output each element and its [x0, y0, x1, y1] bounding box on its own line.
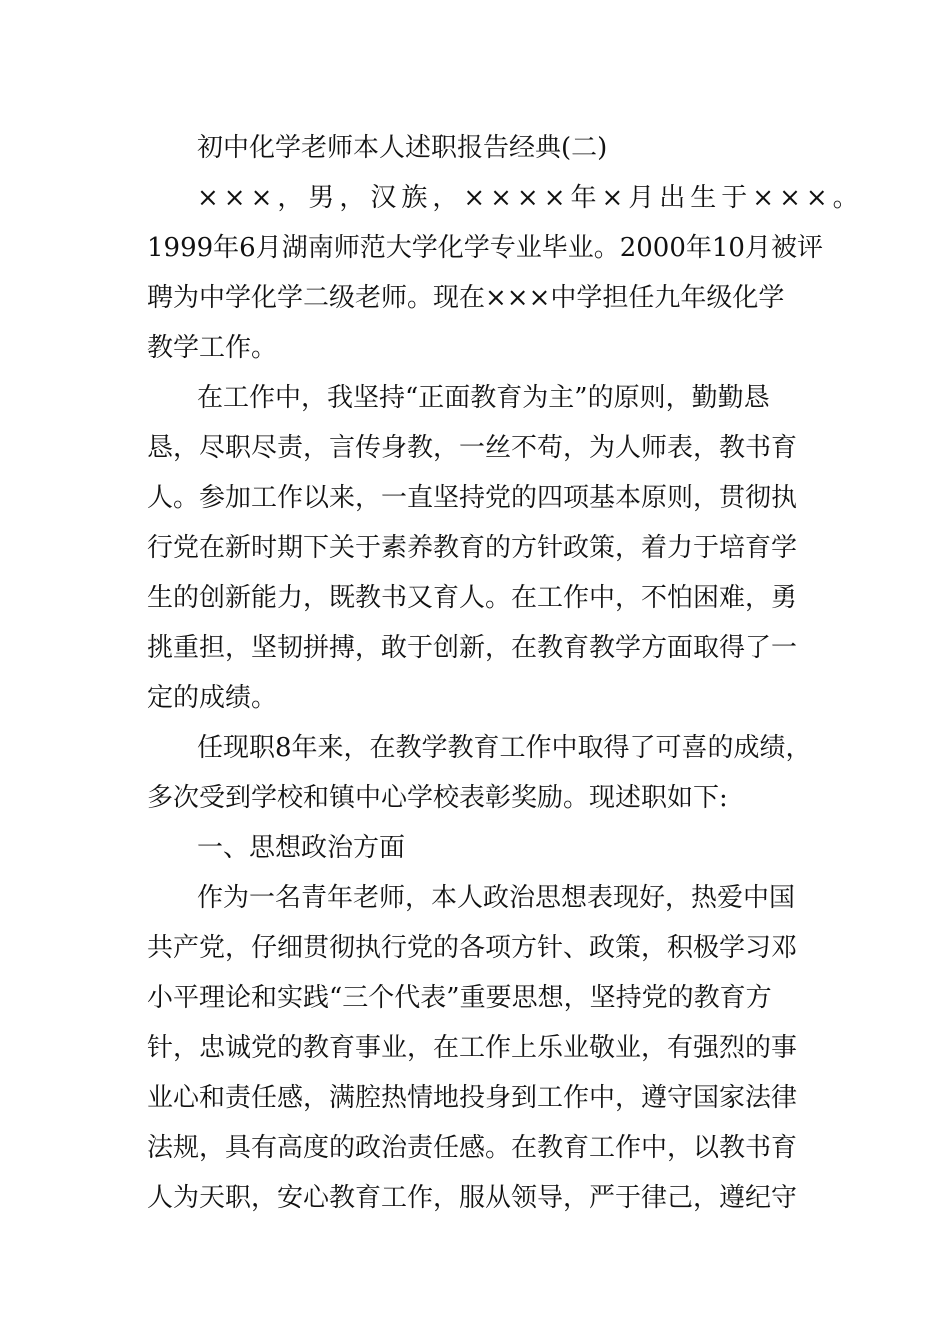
- paragraph-line: 业心和责任感，满腔热情地投身到工作中，遵守国家法律: [147, 1083, 798, 1113]
- paragraph-line: 多次受到学校和镇中心学校表彰奖励。现述职如下:: [147, 783, 728, 813]
- paragraph-line: 定的成绩。: [147, 683, 278, 713]
- paragraph-line: 人。参加工作以来，一直坚持党的四项基本原则，贯彻执: [147, 483, 798, 513]
- section-heading: 一、思想政治方面: [197, 833, 406, 863]
- paragraph-line: 恳，尽职尽责，言传身教，一丝不苟，为人师表，教书育: [147, 433, 798, 463]
- paragraph-line: ×××，男，汉族，××××年×月出生于×××。: [197, 183, 864, 213]
- paragraph-line: 在工作中，我坚持“正面教育为主”的原则，勤勤恳: [197, 383, 770, 413]
- paragraph-line: 共产党，仔细贯彻执行党的各项方针、政策，积极学习邓: [147, 933, 798, 963]
- paragraph-line: 法规，具有高度的政治责任感。在教育工作中，以教书育: [147, 1133, 798, 1163]
- document-title: 初中化学老师本人述职报告经典(二): [197, 133, 608, 163]
- paragraph-line: 生的创新能力，既教书又育人。在工作中，不怕困难，勇: [147, 583, 798, 613]
- paragraph-line: 行党在新时期下关于素养教育的方针政策，着力于培育学: [147, 533, 798, 563]
- paragraph-line: 挑重担，坚韧拼搏，敢于创新，在教育教学方面取得了一: [147, 633, 798, 663]
- paragraph-line: 小平理论和实践“三个代表”重要思想，坚持党的教育方: [147, 983, 772, 1013]
- paragraph-line: 针，忠诚党的教育事业，在工作上乐业敬业，有强烈的事: [147, 1033, 798, 1063]
- paragraph-line: 教学工作。: [147, 333, 278, 363]
- paragraph-line: 作为一名青年老师，本人政治思想表现好，热爱中国: [197, 883, 796, 913]
- paragraph-line: 1999年6月湖南师范大学化学专业毕业。2000年10月被评: [147, 233, 823, 263]
- paragraph-line: 任现职8年来，在教学教育工作中取得了可喜的成绩，: [197, 733, 812, 763]
- paragraph-line: 聘为中学化学二级老师。现在×××中学担任九年级化学: [147, 283, 785, 313]
- paragraph-line: 人为天职，安心教育工作，服从领导，严于律己，遵纪守: [147, 1183, 798, 1213]
